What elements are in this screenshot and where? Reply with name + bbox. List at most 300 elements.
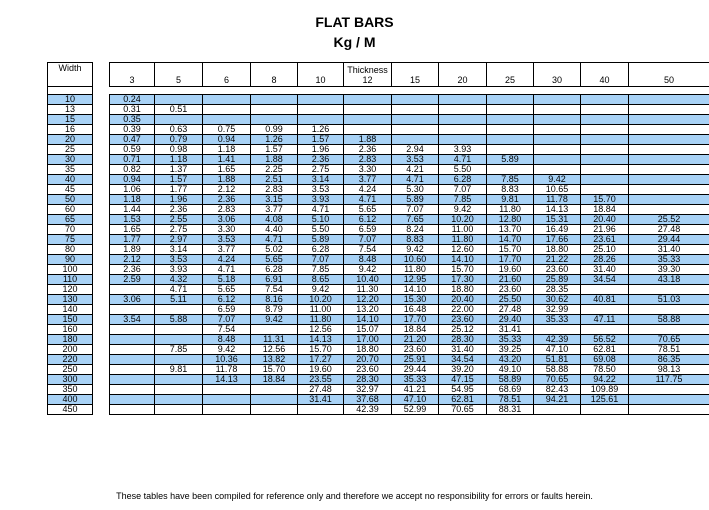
weight-cell: 5.88 [155, 315, 203, 325]
weight-cell: 27.48 [298, 385, 344, 395]
weight-cell: 1.44 [110, 205, 155, 215]
table-row [110, 195, 709, 205]
width-row [48, 325, 93, 335]
weight-cell [581, 115, 629, 125]
weight-cell [251, 95, 298, 105]
weight-cell: 15.70 [298, 345, 344, 355]
weight-cell [581, 185, 629, 195]
weight-cell: 7.54 [203, 325, 251, 335]
weight-cell [155, 95, 203, 105]
weight-cell: 4.71 [251, 235, 298, 245]
weight-cell: 0.63 [155, 125, 203, 135]
weight-cell: 8.79 [251, 305, 298, 315]
weight-cell: 12.20 [344, 295, 392, 305]
weight-cell: 47.10 [392, 395, 439, 405]
weight-cell: 37.68 [344, 395, 392, 405]
weight-cell: 2.36 [298, 155, 344, 165]
weight-cell: 0.71 [110, 155, 155, 165]
weight-cell [155, 405, 203, 415]
weight-cell [110, 395, 155, 405]
weight-cell: 58.88 [629, 315, 709, 325]
width-cell: 450 [48, 405, 93, 415]
weight-cell: 19.60 [487, 265, 534, 275]
weight-cell [629, 205, 709, 215]
weight-cell: 17.00 [344, 335, 392, 345]
width-cell: 15 [48, 115, 93, 125]
width-row [48, 135, 93, 145]
weight-cell: 5.10 [298, 215, 344, 225]
weight-cell: 86.35 [629, 355, 709, 365]
weight-cell: 0.82 [110, 165, 155, 175]
weight-cell [629, 385, 709, 395]
weight-cell: 15.70 [487, 245, 534, 255]
weight-cell: 2.25 [251, 165, 298, 175]
weight-cell [392, 105, 439, 115]
weight-cell: 28.30 [344, 375, 392, 385]
weight-cell [534, 405, 581, 415]
weight-cell [581, 165, 629, 175]
weight-cell: 13.70 [487, 225, 534, 235]
table-row [110, 305, 709, 315]
width-cell: 250 [48, 365, 93, 375]
weight-cell: 10.40 [344, 275, 392, 285]
weight-cell: 9.81 [487, 195, 534, 205]
weight-cell: 27.48 [629, 225, 709, 235]
weight-cell [344, 105, 392, 115]
weight-cell: 5.50 [298, 225, 344, 235]
width-header: Width [48, 63, 93, 87]
width-cell: 130 [48, 295, 93, 305]
weight-cell [581, 95, 629, 105]
weight-cell: 1.06 [110, 185, 155, 195]
weight-cell [581, 145, 629, 155]
width-row [48, 235, 93, 245]
width-cell: 25 [48, 145, 93, 155]
weight-cell [298, 115, 344, 125]
width-cell: 40 [48, 175, 93, 185]
table-row [110, 405, 709, 415]
weight-cell: 4.71 [155, 285, 203, 295]
weight-cell: 32.97 [344, 385, 392, 395]
weight-cell: 29.40 [487, 315, 534, 325]
weight-cell: 2.55 [155, 215, 203, 225]
weight-cell: 1.57 [155, 175, 203, 185]
weight-cell: 94.22 [581, 375, 629, 385]
weight-cell: 1.65 [110, 225, 155, 235]
weight-cell: 47.10 [534, 345, 581, 355]
weight-cell: 14.13 [298, 335, 344, 345]
weight-cell: 11.80 [439, 235, 487, 245]
weight-cell: 31.41 [487, 325, 534, 335]
weight-cell: 1.53 [110, 215, 155, 225]
weight-cell: 1.26 [298, 125, 344, 135]
weight-cell [439, 105, 487, 115]
weight-cell: 11.31 [251, 335, 298, 345]
table-row [110, 335, 709, 345]
weight-cell: 78.51 [629, 345, 709, 355]
weight-cell: 3.77 [251, 205, 298, 215]
weight-cell: 7.85 [155, 345, 203, 355]
weight-cell: 29.44 [629, 235, 709, 245]
width-cell: 110 [48, 275, 93, 285]
weight-cell: 14.70 [487, 235, 534, 245]
weight-cell: 9.42 [534, 175, 581, 185]
weight-cell: 11.30 [344, 285, 392, 295]
weight-cell: 9.42 [298, 285, 344, 295]
weight-cell: 42.39 [534, 335, 581, 345]
weight-cell [487, 125, 534, 135]
weight-cell: 62.81 [439, 395, 487, 405]
weight-cell: 41.21 [392, 385, 439, 395]
weight-cell: 17.70 [392, 315, 439, 325]
weight-cell: 0.24 [110, 95, 155, 105]
weight-cell [534, 325, 581, 335]
weight-cell: 5.50 [439, 165, 487, 175]
table-row [110, 325, 709, 335]
width-row [48, 395, 93, 405]
weight-cell: 9.42 [439, 205, 487, 215]
weight-cell: 7.54 [251, 285, 298, 295]
table-row [110, 225, 709, 235]
weight-cell: 9.42 [344, 265, 392, 275]
weight-cell: 4.24 [203, 255, 251, 265]
table-row [110, 245, 709, 255]
weight-cell: 39.25 [487, 345, 534, 355]
weight-cell: 7.85 [298, 265, 344, 275]
weight-cell: 3.14 [155, 245, 203, 255]
weight-cell [110, 355, 155, 365]
weight-cell: 7.85 [487, 175, 534, 185]
weight-cell: 4.71 [344, 195, 392, 205]
weight-cell: 12.80 [487, 215, 534, 225]
page-title: FLAT BARS [315, 14, 394, 30]
weight-cell: 2.36 [344, 145, 392, 155]
thickness-label: Thickness [347, 65, 388, 75]
weight-cell: 3.30 [203, 225, 251, 235]
width-row [48, 125, 93, 135]
weight-cell [110, 375, 155, 385]
weight-cell: 2.83 [203, 205, 251, 215]
weight-cell: 10.60 [392, 255, 439, 265]
weight-cell: 23.55 [298, 375, 344, 385]
weight-cell: 28.35 [534, 285, 581, 295]
weight-cell: 40.81 [581, 295, 629, 305]
table-row [110, 95, 709, 105]
weight-cell [298, 405, 344, 415]
weight-cell [155, 335, 203, 345]
weight-cell: 2.12 [203, 185, 251, 195]
weight-cell: 14.10 [392, 285, 439, 295]
width-row [48, 385, 93, 395]
weight-cell: 9.42 [392, 245, 439, 255]
weight-cell: 7.07 [298, 255, 344, 265]
width-row [48, 375, 93, 385]
table-row [110, 115, 709, 125]
weight-cell [487, 95, 534, 105]
weight-cell: 47.11 [581, 315, 629, 325]
width-row [48, 315, 93, 325]
weight-cell [629, 145, 709, 155]
width-row [48, 225, 93, 235]
weight-cell: 23.60 [392, 345, 439, 355]
weight-cell: 18.84 [392, 325, 439, 335]
weight-cell: 4.08 [251, 215, 298, 225]
weight-cell: 69.08 [581, 355, 629, 365]
width-cell: 120 [48, 285, 93, 295]
weight-cell: 3.93 [439, 145, 487, 155]
weight-cell [581, 125, 629, 135]
weight-cell: 2.36 [110, 265, 155, 275]
weight-cell: 54.95 [439, 385, 487, 395]
weight-cell: 5.89 [298, 235, 344, 245]
weight-cell: 15.07 [344, 325, 392, 335]
weight-cell: 13.82 [251, 355, 298, 365]
weight-cell: 4.32 [155, 275, 203, 285]
thickness-header-3: 3 [110, 63, 155, 87]
weight-cell: 8.16 [251, 295, 298, 305]
weight-cell [534, 155, 581, 165]
width-cell: 140 [48, 305, 93, 315]
weight-cell [439, 135, 487, 145]
weight-cell: 12.56 [298, 325, 344, 335]
weight-cell: 10.20 [298, 295, 344, 305]
table-row [110, 345, 709, 355]
weight-cell [581, 105, 629, 115]
weight-cell: 35.33 [629, 255, 709, 265]
width-cell: 350 [48, 385, 93, 395]
width-row [48, 185, 93, 195]
width-cell: 70 [48, 225, 93, 235]
weight-cell: 0.59 [110, 145, 155, 155]
weight-cell: 20.70 [344, 355, 392, 365]
thickness-header-50: 50 [629, 63, 709, 87]
weight-cell: 18.80 [439, 285, 487, 295]
weight-cell: 39.30 [629, 265, 709, 275]
weight-cell: 14.13 [203, 375, 251, 385]
width-row [48, 175, 93, 185]
weight-cell: 52.99 [392, 405, 439, 415]
weight-cell: 5.18 [203, 275, 251, 285]
weight-cell: 5.65 [344, 205, 392, 215]
weight-cell [629, 115, 709, 125]
weight-cell: 7.85 [439, 195, 487, 205]
weight-cell: 4.71 [392, 175, 439, 185]
weight-cell: 3.53 [155, 255, 203, 265]
weight-cell: 70.65 [629, 335, 709, 345]
weight-cell: 2.51 [251, 175, 298, 185]
weight-cell [629, 165, 709, 175]
weight-cell: 1.57 [251, 145, 298, 155]
table-row [110, 135, 709, 145]
weight-cell: 20.40 [581, 215, 629, 225]
weight-cell: 0.94 [110, 175, 155, 185]
weight-cell: 27.48 [487, 305, 534, 315]
weight-cell: 11.78 [203, 365, 251, 375]
weight-cell [534, 115, 581, 125]
weight-cell: 82.43 [534, 385, 581, 395]
weight-cell: 62.81 [581, 345, 629, 355]
weight-cell [392, 135, 439, 145]
weight-cell: 0.75 [203, 125, 251, 135]
weight-cell [629, 325, 709, 335]
weight-cell: 70.65 [439, 405, 487, 415]
weight-cell: 3.77 [344, 175, 392, 185]
table-row [110, 395, 709, 405]
weight-cell: 68.69 [487, 385, 534, 395]
table-row [110, 165, 709, 175]
thickness-header-20: 20 [439, 63, 487, 87]
thickness-header-5: 5 [155, 63, 203, 87]
weight-cell [629, 285, 709, 295]
weight-cell: 3.77 [203, 245, 251, 255]
weight-cell: 78.51 [487, 395, 534, 405]
weight-cell [487, 145, 534, 155]
weight-cell [110, 305, 155, 315]
table-row [110, 235, 709, 245]
weight-cell: 39.20 [439, 365, 487, 375]
table-row [110, 355, 709, 365]
weight-cell: 23.60 [439, 315, 487, 325]
weight-cell [487, 115, 534, 125]
thickness-header-30: 30 [534, 63, 581, 87]
weight-cell [534, 125, 581, 135]
weight-cell [110, 325, 155, 335]
weight-cell [629, 155, 709, 165]
width-row [48, 255, 93, 265]
weight-cell [581, 155, 629, 165]
weight-cell: 0.79 [155, 135, 203, 145]
weight-cell: 5.65 [251, 255, 298, 265]
width-row [48, 365, 93, 375]
weight-cell: 25.52 [629, 215, 709, 225]
weight-cell [487, 165, 534, 175]
table-row [110, 295, 709, 305]
width-row [48, 215, 93, 225]
weight-cell: 0.98 [155, 145, 203, 155]
weight-cell [629, 175, 709, 185]
weight-cell [251, 395, 298, 405]
weight-cell: 11.78 [534, 195, 581, 205]
weight-cell [439, 115, 487, 125]
weight-cell: 7.65 [392, 215, 439, 225]
weight-cell: 8.65 [298, 275, 344, 285]
weight-cell: 5.89 [487, 155, 534, 165]
weight-cell: 1.41 [203, 155, 251, 165]
weight-cell: 10.36 [203, 355, 251, 365]
weight-cell [534, 165, 581, 175]
weight-cell: 17.66 [534, 235, 581, 245]
weight-cell: 10.65 [534, 185, 581, 195]
width-cell: 400 [48, 395, 93, 405]
weight-cell: 70.65 [534, 375, 581, 385]
weight-cell: 25.91 [392, 355, 439, 365]
thickness-header-25: 25 [487, 63, 534, 87]
weight-cell: 56.52 [581, 335, 629, 345]
weight-cell [392, 115, 439, 125]
weight-cell [155, 375, 203, 385]
weight-cell: 22.00 [439, 305, 487, 315]
width-column-table [47, 62, 93, 415]
weight-cell: 18.84 [251, 375, 298, 385]
width-row [48, 285, 93, 295]
weight-cell: 1.96 [298, 145, 344, 155]
weight-cell [629, 395, 709, 405]
weight-cell: 11.80 [487, 205, 534, 215]
weight-cell: 3.53 [392, 155, 439, 165]
width-row [48, 275, 93, 285]
weight-cell [110, 285, 155, 295]
width-row [48, 195, 93, 205]
weight-cell [439, 125, 487, 135]
weight-cell [581, 305, 629, 315]
weight-cell [581, 135, 629, 145]
width-row [48, 245, 93, 255]
weight-cell: 23.60 [534, 265, 581, 275]
weight-cell: 29.44 [392, 365, 439, 375]
weight-cell [155, 115, 203, 125]
weight-cell [203, 105, 251, 115]
weight-cell [534, 145, 581, 155]
weight-cell: 4.40 [251, 225, 298, 235]
width-row [48, 105, 93, 115]
weight-cell: 9.42 [251, 315, 298, 325]
table-row [110, 215, 709, 225]
width-cell: 60 [48, 205, 93, 215]
weight-cell: 47.15 [439, 375, 487, 385]
weight-cell [581, 405, 629, 415]
weight-cell: 14.13 [534, 205, 581, 215]
weight-cell: 51.81 [534, 355, 581, 365]
width-row [48, 405, 93, 415]
table-row [110, 185, 709, 195]
weight-cell: 31.40 [439, 345, 487, 355]
weight-cell [629, 105, 709, 115]
page-subtitle: Kg / M [333, 34, 376, 50]
weight-cell: 1.88 [251, 155, 298, 165]
weight-cell [629, 195, 709, 205]
weight-cell: 0.47 [110, 135, 155, 145]
weight-cell [110, 345, 155, 355]
weight-cell: 7.07 [392, 205, 439, 215]
weight-cell [487, 135, 534, 145]
weight-cell: 31.40 [629, 245, 709, 255]
weight-cell: 58.89 [487, 375, 534, 385]
width-cell: 45 [48, 185, 93, 195]
width-row [48, 165, 93, 175]
weight-cell: 4.21 [392, 165, 439, 175]
weight-cell: 3.15 [251, 195, 298, 205]
width-cell: 220 [48, 355, 93, 365]
thickness-header-40: 40 [581, 63, 629, 87]
weight-cell: 0.99 [251, 125, 298, 135]
weight-cell: 30.62 [534, 295, 581, 305]
weight-cell: 14.10 [439, 255, 487, 265]
weight-cell: 19.60 [298, 365, 344, 375]
weight-cell [298, 95, 344, 105]
weight-cell [251, 115, 298, 125]
weight-cell: 1.18 [203, 145, 251, 155]
weight-cell [439, 95, 487, 105]
weight-cell: 23.60 [344, 365, 392, 375]
width-cell: 50 [48, 195, 93, 205]
weight-cell: 8.83 [487, 185, 534, 195]
weight-cell [487, 105, 534, 115]
table-row [110, 365, 709, 375]
weight-cell [344, 95, 392, 105]
width-cell: 13 [48, 105, 93, 115]
width-cell: 35 [48, 165, 93, 175]
weight-cell: 15.70 [581, 195, 629, 205]
